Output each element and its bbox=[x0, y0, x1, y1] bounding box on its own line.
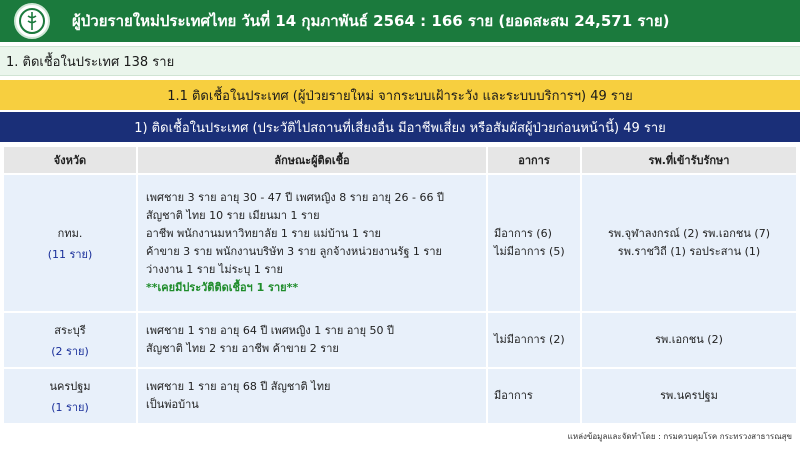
province-count: (1 ราย) bbox=[51, 400, 89, 414]
header-province: จังหวัด bbox=[4, 147, 136, 173]
characteristics-cell bbox=[138, 175, 486, 311]
table-row bbox=[4, 175, 796, 311]
hospital-cell bbox=[582, 313, 796, 367]
section-domestic-infection: 1. ติดเชื้อในประเทศ 138 ราย bbox=[0, 46, 800, 76]
symptom-line: มีอาการ bbox=[494, 389, 533, 402]
source-footer: แหล่งข้อมูลและจัดทำโดย : กรมควบคุมโรค กระทรวงสาธารณสุข bbox=[567, 432, 792, 441]
hospital-cell bbox=[582, 369, 796, 423]
cases-table bbox=[2, 145, 798, 425]
symptoms-cell bbox=[488, 369, 580, 423]
symptoms-cell bbox=[488, 175, 580, 311]
header-symptoms: อาการ bbox=[488, 147, 580, 173]
symptoms-cell bbox=[488, 313, 580, 367]
province-count: (2 ราย) bbox=[51, 344, 89, 358]
header-hospital: รพ.ที่เข้ารับรักษา bbox=[582, 147, 796, 173]
hospital-line: รพ.ราชวิถี (1) รอประสาน (1) bbox=[617, 245, 761, 258]
detail-line: สัญชาติ ไทย 10 ราย เมียนมา 1 ราย bbox=[146, 209, 320, 222]
section-risk-history: 1) ติดเชื้อในประเทศ (ประวัติไปสถานที่เสี่ยงอื่น มีอาชีพเสี่ยง หรือสัมผัสผู้ป่วยก่อนหน้านี้) 49 ราย bbox=[0, 112, 800, 142]
table-header-row bbox=[4, 147, 796, 173]
hospital-cell bbox=[582, 175, 796, 311]
header-characteristics: ลักษณะผู้ติดเชื้อ bbox=[138, 147, 486, 173]
province-cell bbox=[4, 175, 136, 311]
province-name: สระบุรี bbox=[54, 323, 86, 337]
detail-line: เพศชาย 1 ราย อายุ 64 ปี เพศหญิง 1 ราย อายุ 50 ปี bbox=[146, 324, 395, 337]
detail-line: สัญชาติ ไทย 2 ราย อาชีพ ค้าขาย 2 ราย bbox=[146, 342, 339, 355]
header-bar bbox=[0, 0, 800, 42]
symptom-line: ไม่มีอาการ (2) bbox=[494, 333, 565, 346]
characteristics-cell bbox=[138, 369, 486, 423]
province-name: นครปฐม bbox=[49, 379, 91, 393]
hospital-line: รพ.จุฬาลงกรณ์ (2) รพ.เอกชน (7) bbox=[607, 227, 770, 240]
hospital-line: รพ.นครปฐม bbox=[660, 389, 718, 402]
province-cell bbox=[4, 313, 136, 367]
province-cell bbox=[4, 369, 136, 423]
prior-infection-note: **เคยมีประวัติติดเชื้อฯ 1 ราย** bbox=[146, 281, 299, 294]
symptom-line: ไม่มีอาการ (5) bbox=[494, 245, 565, 258]
detail-line: ค้าขาย 3 ราย พนักงานบริษัท 3 ราย ลูกจ้างหน่วยงานรัฐ 1 ราย bbox=[146, 245, 442, 258]
symptom-line: มีอาการ (6) bbox=[494, 227, 552, 240]
province-name: กทม. bbox=[57, 226, 83, 240]
section-domestic-new-cases: 1.1 ติดเชื้อในประเทศ (ผู้ป่วยรายใหม่ จากระบบเฝ้าระวัง และระบบบริการฯ) 49 ราย bbox=[0, 80, 800, 110]
hospital-line: รพ.เอกชน (2) bbox=[655, 333, 723, 346]
table-row bbox=[4, 369, 796, 423]
detail-line: เพศชาย 3 ราย อายุ 30 - 47 ปี เพศหญิง 8 ราย อายุ 26 - 66 ปี bbox=[146, 191, 444, 204]
detail-line: ว่างงาน 1 ราย ไม่ระบุ 1 ราย bbox=[146, 263, 283, 276]
detail-line: อาชีพ พนักงานมหาวิทยาลัย 1 ราย แม่บ้าน 1 ราย bbox=[146, 227, 381, 240]
table-row bbox=[4, 313, 796, 367]
province-count: (11 ราย) bbox=[47, 247, 93, 261]
ministry-logo-icon bbox=[14, 3, 50, 39]
characteristics-cell bbox=[138, 313, 486, 367]
detail-line: เพศชาย 1 ราย อายุ 68 ปี สัญชาติ ไทย bbox=[146, 380, 331, 393]
detail-line: เป็นพ่อบ้าน bbox=[146, 398, 199, 411]
page-title: ผู้ป่วยรายใหม่ประเทศไทย วันที่ 14 กุมภาพันธ์ 2564 : 166 ราย (ยอดสะสม 24,571 ราย) bbox=[72, 12, 670, 30]
